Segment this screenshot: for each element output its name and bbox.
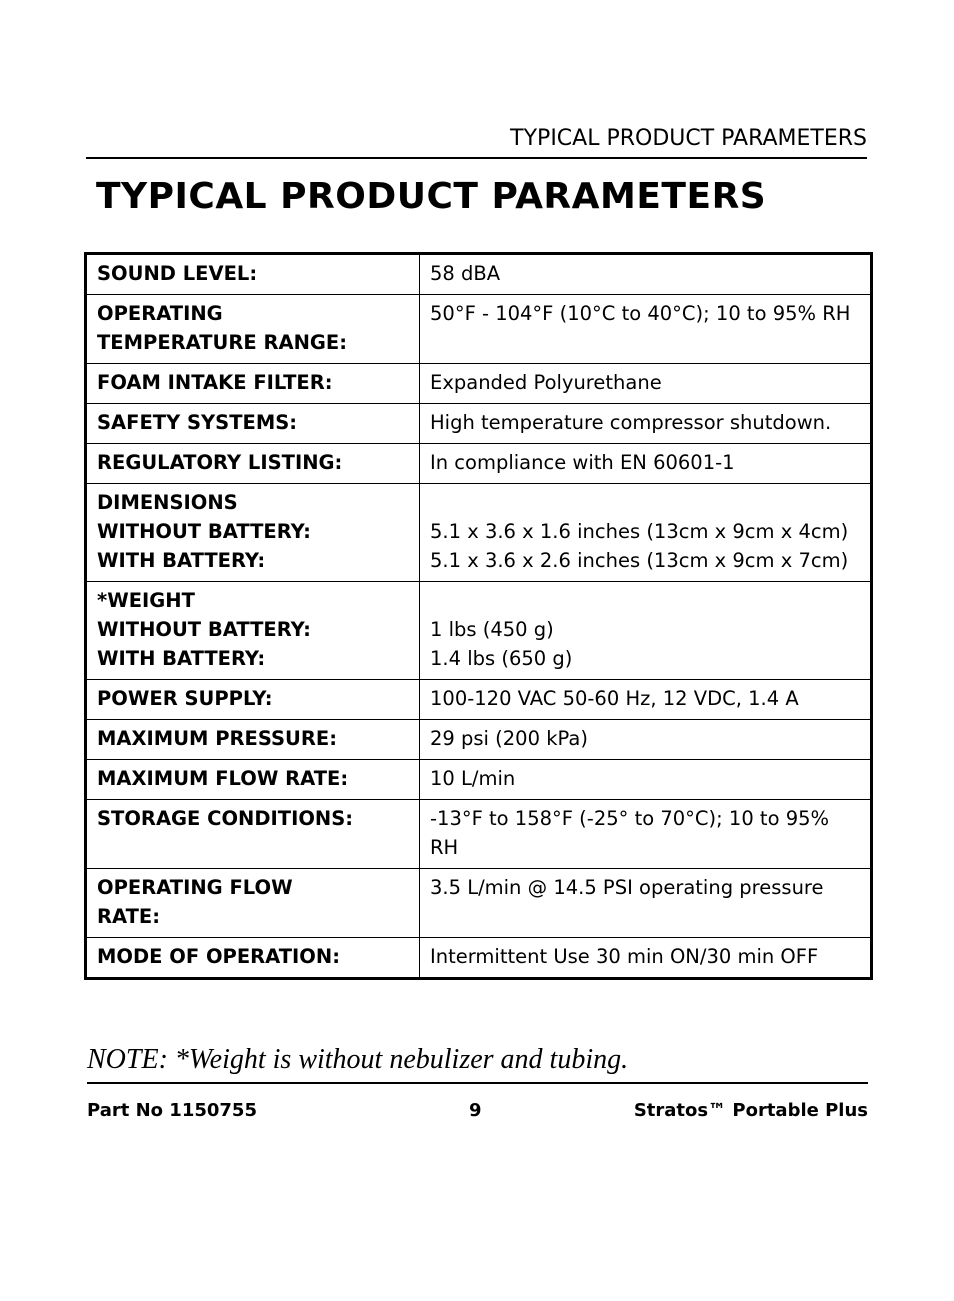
parameter-label-line: WITH BATTERY:	[97, 549, 266, 572]
parameter-label	[86, 800, 420, 869]
parameter-value-line: RH	[430, 836, 459, 859]
parameter-label-line: TEMPERATURE RANGE:	[97, 331, 348, 354]
parameter-row	[86, 444, 872, 484]
parameter-value	[420, 254, 872, 295]
parameter-value	[420, 295, 872, 364]
parameter-value	[420, 938, 872, 979]
parameter-label-line: DIMENSIONS	[97, 491, 238, 514]
parameter-value-line: Intermittent Use 30 min ON/30 min OFF	[430, 945, 819, 968]
footer-product-name: Stratos™ Portable Plus	[633, 1100, 868, 1121]
footer-part-number: Part No 1150755	[87, 1100, 257, 1121]
parameter-value	[420, 444, 872, 484]
parameter-row	[86, 869, 872, 938]
running-header-title: TYPICAL PRODUCT PARAMETERS	[510, 126, 867, 151]
parameter-row	[86, 760, 872, 800]
parameter-label	[86, 295, 420, 364]
parameter-value	[420, 484, 872, 582]
parameter-value-line: 50°F - 104°F (10°C to 40°C); 10 to 95% RH	[430, 302, 851, 325]
parameter-value	[420, 869, 872, 938]
parameter-value-line	[430, 488, 860, 517]
parameter-label	[86, 720, 420, 760]
parameter-value-line: 3.5 L/min @ 14.5 PSI operating pressure	[430, 876, 824, 899]
footer-page-number: 9	[469, 1100, 482, 1121]
parameter-value-line: In compliance with EN 60601-1	[430, 451, 735, 474]
parameter-value	[420, 720, 872, 760]
parameter-value-line: 58 dBA	[430, 262, 501, 285]
running-header	[86, 124, 867, 159]
parameter-value-line: 100-120 VAC 50-60 Hz, 12 VDC, 1.4 A	[430, 687, 799, 710]
parameters-table	[84, 252, 873, 980]
parameter-label	[86, 364, 420, 404]
parameter-row	[86, 364, 872, 404]
parameter-label-line: WITHOUT BATTERY:	[97, 618, 311, 641]
parameter-label-line: WITHOUT BATTERY:	[97, 520, 311, 543]
parameter-label-line: MODE OF OPERATION:	[97, 945, 340, 968]
parameter-row	[86, 720, 872, 760]
page-title: TYPICAL PRODUCT PARAMETERS	[96, 176, 767, 217]
parameter-value	[420, 582, 872, 680]
parameter-label-line: SAFETY SYSTEMS:	[97, 411, 298, 434]
parameter-value-line: 5.1 x 3.6 x 1.6 inches (13cm x 9cm x 4cm)	[430, 520, 849, 543]
parameter-row	[86, 484, 872, 582]
parameter-value-line: Expanded Polyurethane	[430, 371, 662, 394]
parameter-label	[86, 582, 420, 680]
parameter-label-line: WITH BATTERY:	[97, 647, 266, 670]
parameter-row	[86, 938, 872, 979]
parameter-value	[420, 680, 872, 720]
parameter-label	[86, 404, 420, 444]
parameter-label	[86, 760, 420, 800]
parameter-label-line: OPERATING	[97, 302, 223, 325]
parameters-table-body	[86, 254, 872, 979]
parameter-value	[420, 800, 872, 869]
parameter-value	[420, 364, 872, 404]
parameter-label-line: MAXIMUM FLOW RATE:	[97, 767, 349, 790]
note: NOTE: *Weight is without nebulizer and tubing.	[87, 1040, 868, 1084]
parameter-value-line: -13°F to 158°F (-25° to 70°C); 10 to 95%	[430, 807, 830, 830]
parameter-value	[420, 404, 872, 444]
parameter-row	[86, 295, 872, 364]
parameter-row	[86, 254, 872, 295]
parameter-label-line: MAXIMUM PRESSURE:	[97, 727, 338, 750]
parameter-value-line: 10 L/min	[430, 767, 516, 790]
parameter-label-line: SOUND LEVEL:	[97, 262, 258, 285]
parameter-value-line: 1.4 lbs (650 g)	[430, 647, 573, 670]
parameter-row	[86, 582, 872, 680]
parameter-label	[86, 869, 420, 938]
parameter-label	[86, 254, 420, 295]
parameter-label-line: STORAGE CONDITIONS:	[97, 807, 354, 830]
page-footer	[87, 1100, 868, 1126]
parameter-row	[86, 800, 872, 869]
parameter-label-line: OPERATING FLOW	[97, 876, 293, 899]
parameter-value-line: High temperature compressor shutdown.	[430, 411, 832, 434]
parameter-label-line: POWER SUPPLY:	[97, 687, 273, 710]
parameter-value-line: 5.1 x 3.6 x 2.6 inches (13cm x 9cm x 7cm)	[430, 549, 849, 572]
parameter-row	[86, 404, 872, 444]
parameter-value-line	[430, 586, 860, 615]
parameter-value-line: 29 psi (200 kPa)	[430, 727, 588, 750]
parameter-label-line: FOAM INTAKE FILTER:	[97, 371, 333, 394]
parameter-value-line: 1 lbs (450 g)	[430, 618, 554, 641]
parameter-label-line: RATE:	[97, 905, 161, 928]
parameter-label	[86, 938, 420, 979]
parameter-row	[86, 680, 872, 720]
parameter-value	[420, 760, 872, 800]
parameter-label	[86, 444, 420, 484]
parameter-label-line: *WEIGHT	[97, 589, 195, 612]
parameter-label	[86, 680, 420, 720]
parameter-label	[86, 484, 420, 582]
parameter-label-line: REGULATORY LISTING:	[97, 451, 343, 474]
